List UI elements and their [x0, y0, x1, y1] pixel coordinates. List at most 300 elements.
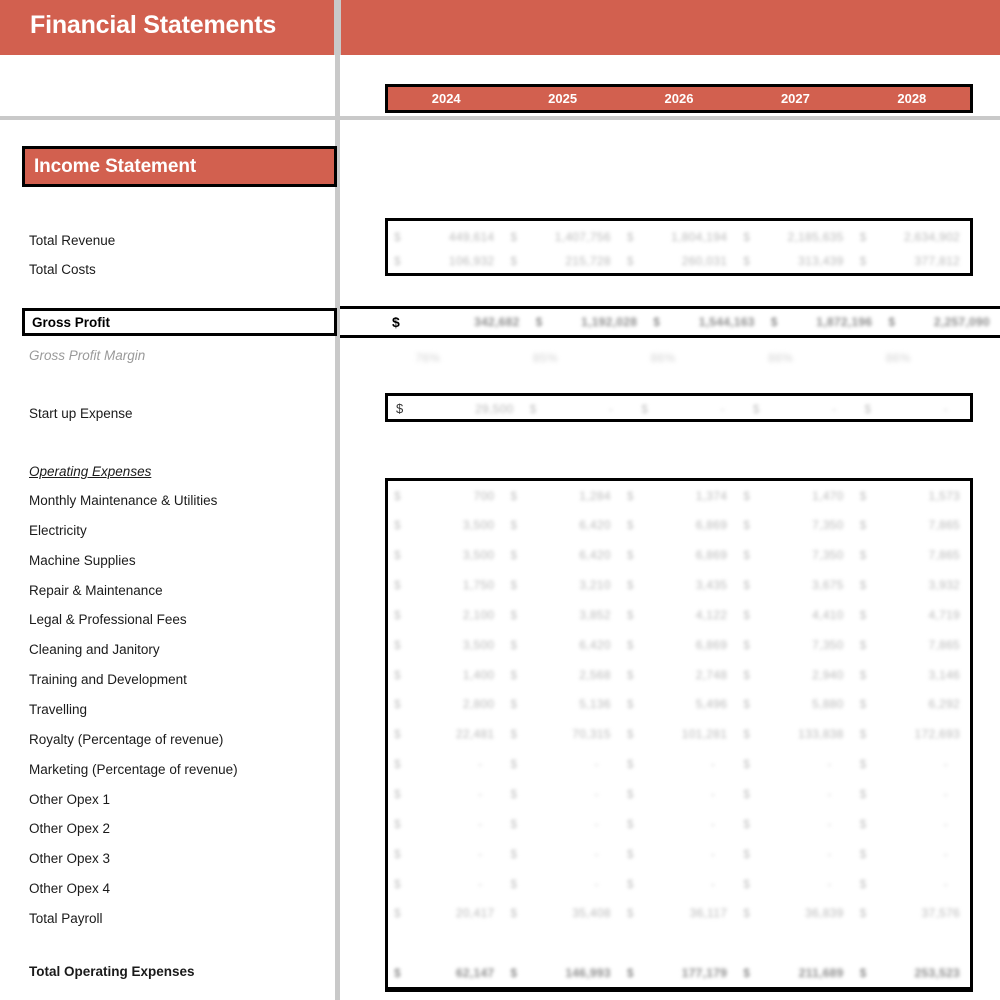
currency-symbol: $ [626, 787, 634, 801]
cell-other-opex-2-2028 [854, 813, 970, 834]
currency-symbol: $ [859, 488, 867, 503]
column-header-2028: 2028 [897, 91, 927, 106]
cell-other-opex-4-2028 [854, 873, 970, 894]
cell-other-opex-4-2025 [504, 873, 620, 894]
row-label-gross-profit: Gross Profit [32, 314, 111, 330]
cell-training-and-development-2024 [388, 664, 504, 685]
cell-value: 4,719 [928, 607, 961, 622]
cell-cleaning-and-janitory-2024 [388, 634, 504, 655]
currency-symbol: $ [859, 846, 867, 861]
cell-value: 4,122 [695, 607, 728, 622]
currency-symbol: $ [510, 637, 518, 652]
currency-symbol: $ [510, 787, 518, 801]
gross-profit-rule-bottom [340, 335, 1000, 338]
cell-gross-profit-2028: $ 2,257,090 [888, 315, 990, 329]
row-label-electricity: Electricity [29, 522, 87, 538]
cell-value: 1,750 [462, 578, 495, 593]
table-row-other-opex-3 [388, 843, 970, 864]
cell-electricity-2024 [388, 515, 504, 536]
cell-machine-supplies-2026 [621, 545, 737, 566]
cell-value: 2,748 [695, 667, 728, 682]
currency-symbol: $ [859, 578, 867, 593]
currency-symbol: $ [859, 637, 867, 652]
row-label-marketing-percentage-of-revenue: Marketing (Percentage of revenue) [29, 761, 238, 777]
cell-gross-profit-margin-2028: 86% [885, 351, 911, 365]
cell-value: - [710, 876, 716, 891]
currency-symbol: $ [510, 518, 518, 533]
currency-symbol: $ [743, 876, 750, 891]
cell-royalty-percentage-of-revenue-2025 [504, 724, 620, 745]
currency-symbol: $ [626, 518, 634, 533]
cell-total-payroll-2027 [737, 903, 853, 924]
row-label-other-opex-1: Other Opex 1 [29, 791, 111, 807]
table-row-repair-and-maintenance [388, 575, 970, 596]
row-label-cleaning-and-janitory: Cleaning and Janitory [29, 642, 160, 658]
cell-value: 3,435 [695, 578, 728, 593]
currency-symbol: $ [394, 787, 401, 801]
currency-symbol: $ [626, 697, 634, 712]
cell-machine-supplies-2028 [854, 545, 970, 566]
currency-symbol: $ [743, 488, 750, 503]
currency-symbol: $ [859, 727, 867, 742]
cell-training-and-development-2027 [737, 664, 853, 685]
currency-symbol: $ [510, 578, 518, 593]
cell-electricity-2027 [737, 515, 853, 536]
currency-symbol: $ [859, 787, 867, 801]
cell-value: 1,573 [928, 488, 961, 503]
cell-marketing-percentage-of-revenue-2025 [504, 754, 620, 775]
table-row-electricity [388, 515, 970, 536]
cell-total-operating-expenses-2028: $ 253,523 [859, 966, 961, 980]
cell-value: 7,865 [928, 518, 961, 533]
cell-value: 101,281 [681, 727, 728, 742]
currency-symbol: $ [626, 607, 634, 622]
currency-symbol: $ [394, 727, 401, 742]
cell-other-opex-2-2025 [504, 813, 620, 834]
cell-legal-and-professional-fees-2027 [737, 604, 853, 625]
cell-value: - [827, 816, 832, 831]
currency-symbol: $ [510, 607, 518, 622]
currency-symbol: $ [743, 607, 750, 622]
table-row-start-up-expense [412, 399, 970, 419]
cell-value: - [594, 846, 599, 861]
cell-value: - [478, 846, 483, 861]
cell-value: 1,470 [812, 488, 844, 503]
cell-value: 3,852 [579, 607, 611, 622]
cell-value: 5,136 [579, 697, 611, 712]
cell-value: - [594, 876, 599, 891]
currency-symbol: $ [510, 727, 518, 742]
cell-marketing-percentage-of-revenue-2024 [388, 754, 504, 775]
currency-symbol: $ [743, 697, 750, 712]
cell-total-operating-expenses-2026: $ 177,179 [626, 966, 728, 980]
table-row-total-operating-expenses [388, 962, 970, 984]
table-row-machine-supplies [388, 545, 970, 566]
cell-total-operating-expenses-2025: $ 146,993 [510, 966, 611, 980]
section-header-income-statement-label: Income Statement [34, 155, 197, 177]
cell-marketing-percentage-of-revenue-2026 [621, 754, 737, 775]
table-row-marketing-percentage-of-revenue [388, 754, 970, 775]
currency-symbol: $ [743, 816, 750, 831]
cell-training-and-development-2028 [854, 664, 970, 685]
cell-value: - [943, 787, 949, 801]
cell-repair-and-maintenance-2027 [737, 575, 853, 596]
cell-repair-and-maintenance-2028 [854, 575, 970, 596]
cell-start-up-expense-2026: $ - [641, 402, 725, 416]
cell-other-opex-2-2026 [621, 813, 737, 834]
cell-value: - [943, 757, 949, 772]
table-row-training-and-development [388, 664, 970, 685]
gross-profit-currency-symbol: $ [392, 314, 400, 330]
currency-symbol: $ [626, 488, 634, 503]
gross-profit-rule-top [340, 306, 1000, 309]
cell-repair-and-maintenance-2025 [504, 575, 620, 596]
cell-value: 5,880 [812, 697, 844, 712]
cell-value: - [943, 846, 949, 861]
cell-value: - [478, 757, 483, 772]
currency-symbol: $ [394, 667, 401, 682]
start-up-expense-value-box [385, 393, 973, 422]
currency-symbol: $ [743, 906, 750, 921]
currency-symbol: $ [510, 846, 518, 861]
cell-total-operating-expenses-2024: $ 62,147 [394, 966, 495, 980]
cell-value: - [594, 816, 599, 831]
currency-symbol: $ [394, 548, 401, 563]
column-header-2024: 2024 [431, 91, 461, 106]
cell-value: 36,839 [805, 906, 844, 921]
currency-symbol: $ [510, 667, 518, 682]
cell-cleaning-and-janitory-2026 [621, 634, 737, 655]
page-title: Financial Statements [30, 11, 277, 39]
cell-value: - [594, 787, 599, 801]
table-row-gross-profit [412, 311, 1000, 333]
cell-total-payroll-2028 [854, 903, 970, 924]
currency-symbol: $ [510, 876, 518, 891]
cell-total-revenue-2024: $ 449,614 [394, 230, 495, 244]
row-label-other-opex-4: Other Opex 4 [29, 881, 111, 897]
horizontal-gridline [0, 116, 1000, 120]
row-label-total-payroll: Total Payroll [29, 910, 103, 926]
table-row-total-costs [388, 249, 970, 273]
cell-travelling-2024 [388, 694, 504, 715]
cell-value: 20,417 [455, 906, 495, 921]
cell-other-opex-1-2027 [737, 784, 853, 805]
table-row-other-opex-4 [388, 873, 970, 894]
cell-value: 6,869 [695, 637, 728, 652]
cell-value: - [478, 876, 483, 891]
cell-value: - [710, 757, 716, 772]
cell-other-opex-3-2028 [854, 843, 970, 864]
column-header-2027: 2027 [780, 91, 810, 106]
table-row-total-revenue [388, 225, 970, 249]
currency-symbol: $ [626, 876, 634, 891]
cell-other-opex-2-2024 [388, 813, 504, 834]
cell-total-payroll-2024 [388, 903, 504, 924]
cell-cleaning-and-janitory-2025 [504, 634, 620, 655]
row-label-total-revenue: Total Revenue [29, 233, 116, 248]
cell-other-opex-3-2025 [504, 843, 620, 864]
cell-other-opex-1-2028 [854, 784, 970, 805]
cell-training-and-development-2025 [504, 664, 620, 685]
currency-symbol: $ [394, 876, 401, 891]
cell-total-revenue-2027: $ 2,185,635 [743, 230, 844, 244]
cell-value: 3,932 [928, 578, 961, 593]
cell-monthly-maintenance-and-utilities-2026 [621, 485, 737, 506]
currency-symbol: $ [626, 667, 634, 682]
row-label-gross-profit-box [22, 308, 337, 336]
cell-electricity-2028 [854, 515, 970, 536]
cell-value: - [710, 846, 716, 861]
row-label-machine-supplies: Machine Supplies [29, 552, 136, 568]
currency-symbol: $ [626, 578, 634, 593]
cell-value: 133,838 [798, 727, 844, 742]
cell-other-opex-1-2024 [388, 784, 504, 805]
currency-symbol: $ [743, 727, 750, 742]
table-row-other-opex-2 [388, 813, 970, 834]
table-row-total-payroll [388, 903, 970, 924]
currency-symbol: $ [510, 548, 518, 563]
currency-symbol: $ [626, 637, 634, 652]
cell-value: - [710, 816, 716, 831]
row-label-total-operating-expenses: Total Operating Expenses [29, 964, 195, 979]
cell-travelling-2027 [737, 694, 853, 715]
currency-symbol: $ [743, 637, 750, 652]
cell-value: 3,146 [928, 667, 961, 682]
cell-start-up-expense-2025: $ - [529, 402, 614, 416]
currency-symbol: $ [394, 757, 401, 772]
cell-value: - [827, 787, 832, 801]
cell-value: 36,117 [689, 906, 728, 921]
currency-symbol: $ [394, 637, 401, 652]
cell-value: - [594, 757, 599, 772]
cell-value: 6,420 [579, 637, 611, 652]
cell-total-costs-2024: $ 106,932 [394, 254, 495, 268]
cell-gross-profit-margin-2027: 86% [768, 351, 794, 365]
cell-value: 6,292 [928, 697, 961, 712]
cell-royalty-percentage-of-revenue-2026 [621, 724, 737, 745]
currency-symbol: $ [626, 846, 634, 861]
cell-value: - [478, 816, 483, 831]
cell-machine-supplies-2024 [388, 545, 504, 566]
cell-value: 7,350 [812, 518, 844, 533]
cell-monthly-maintenance-and-utilities-2024 [388, 485, 504, 506]
cell-value: 1,374 [695, 488, 728, 503]
cell-total-costs-2025: $ 215,728 [510, 254, 611, 268]
year-header-row [385, 84, 973, 113]
table-row-other-opex-1 [388, 784, 970, 805]
currency-symbol: $ [743, 578, 750, 593]
row-label-monthly-maintenance-and-utilities: Monthly Maintenance & Utilities [29, 493, 218, 508]
cell-training-and-development-2026 [621, 664, 737, 685]
cell-total-revenue-2025: $ 1,407,756 [510, 230, 611, 244]
table-row-travelling [388, 694, 970, 715]
cell-other-opex-4-2027 [737, 873, 853, 894]
cell-value: 5,496 [695, 697, 728, 712]
cell-value: 35,408 [572, 906, 611, 921]
cell-repair-and-maintenance-2026 [621, 575, 737, 596]
cell-value: 7,350 [812, 548, 844, 563]
currency-symbol: $ [510, 697, 518, 712]
cell-value: 6,869 [695, 518, 728, 533]
currency-symbol: $ [859, 816, 867, 831]
cell-gross-profit-margin-2026: 86% [650, 351, 676, 365]
cell-start-up-expense-2024: 29,500 [475, 402, 514, 416]
cell-other-opex-4-2026 [621, 873, 737, 894]
cell-cleaning-and-janitory-2027 [737, 634, 853, 655]
cell-total-costs-2027: $ 313,439 [743, 254, 844, 268]
cell-value: 6,420 [579, 548, 611, 563]
cell-monthly-maintenance-and-utilities-2027 [737, 485, 853, 506]
currency-symbol: $ [394, 607, 401, 622]
cell-machine-supplies-2025 [504, 545, 620, 566]
cell-value: 7,350 [812, 637, 844, 652]
cell-value: 3,500 [462, 548, 495, 563]
cell-value: - [827, 876, 832, 891]
row-label-gross-profit-margin: Gross Profit Margin [29, 348, 146, 363]
cell-value: 3,500 [462, 518, 495, 533]
cell-repair-and-maintenance-2024 [388, 575, 504, 596]
cell-legal-and-professional-fees-2024 [388, 604, 504, 625]
cell-electricity-2025 [504, 515, 620, 536]
currency-symbol: $ [626, 816, 634, 831]
section-header-operating-expenses: Operating Expenses [29, 464, 152, 479]
currency-symbol: $ [394, 906, 401, 921]
table-row-royalty-percentage-of-revenue [388, 724, 970, 745]
cell-marketing-percentage-of-revenue-2027 [737, 754, 853, 775]
cell-value: 1,400 [462, 667, 495, 682]
currency-symbol: $ [859, 757, 867, 772]
currency-symbol: $ [626, 757, 634, 772]
cell-value: 172,693 [914, 727, 961, 742]
cell-electricity-2026 [621, 515, 737, 536]
currency-symbol: $ [743, 548, 750, 563]
cell-gross-profit-margin-2024: 76% [415, 351, 441, 365]
cell-gross-profit-2027: $ 1,872,196 [770, 315, 873, 329]
start-up-expense-currency-symbol: $ [396, 401, 404, 416]
cell-value: 22,481 [455, 727, 495, 742]
cell-value: - [943, 876, 949, 891]
currency-symbol: $ [743, 846, 750, 861]
cell-royalty-percentage-of-revenue-2028 [854, 724, 970, 745]
cell-value: 6,420 [579, 518, 611, 533]
cell-gross-profit-2024: 342,682 [474, 315, 520, 329]
currency-symbol: $ [859, 518, 867, 533]
currency-symbol: $ [510, 816, 518, 831]
currency-symbol: $ [394, 518, 401, 533]
cell-royalty-percentage-of-revenue-2027 [737, 724, 853, 745]
cell-other-opex-3-2026 [621, 843, 737, 864]
currency-symbol: $ [859, 697, 867, 712]
cell-value: 37,576 [921, 906, 961, 921]
cell-start-up-expense-2027: $ - [752, 402, 837, 416]
cell-total-payroll-2025 [504, 903, 620, 924]
cell-value: 7,865 [928, 548, 961, 563]
cell-value: 70,315 [572, 727, 611, 742]
cell-travelling-2026 [621, 694, 737, 715]
cell-total-costs-2026: $ 260,031 [626, 254, 728, 268]
cell-other-opex-4-2024 [388, 873, 504, 894]
currency-symbol: $ [626, 906, 634, 921]
currency-symbol: $ [859, 667, 867, 682]
cell-monthly-maintenance-and-utilities-2028 [854, 485, 970, 506]
cell-value: - [827, 846, 832, 861]
currency-symbol: $ [510, 757, 518, 772]
currency-symbol: $ [859, 876, 867, 891]
table-row-cleaning-and-janitory [388, 634, 970, 655]
row-label-total-costs: Total Costs [29, 262, 96, 277]
cell-other-opex-2-2027 [737, 813, 853, 834]
cell-gross-profit-2025: $ 1,192,028 [535, 315, 638, 329]
row-label-other-opex-2: Other Opex 2 [29, 821, 111, 837]
row-label-training-and-development: Training and Development [29, 672, 187, 688]
currency-symbol: $ [859, 607, 867, 622]
cell-total-operating-expenses-2027: $ 211,689 [743, 966, 844, 980]
currency-symbol: $ [394, 816, 401, 831]
cell-total-revenue-2028: $ 2,634,902 [859, 230, 961, 244]
row-label-start-up-expense: Start up Expense [29, 406, 133, 421]
cell-value: - [943, 816, 949, 831]
cell-marketing-percentage-of-revenue-2028 [854, 754, 970, 775]
cell-value: 3,210 [579, 578, 611, 593]
cell-start-up-expense-2028: $ - [864, 402, 948, 416]
cell-value: 7,865 [928, 637, 961, 652]
currency-symbol: $ [394, 488, 401, 503]
cell-travelling-2025 [504, 694, 620, 715]
cell-value: 2,940 [812, 667, 844, 682]
revenue-costs-value-box [385, 218, 973, 276]
currency-symbol: $ [743, 787, 750, 801]
cell-gross-profit-2026: $ 1,544,163 [653, 315, 755, 329]
currency-symbol: $ [626, 727, 634, 742]
cell-legal-and-professional-fees-2026 [621, 604, 737, 625]
table-row-gross-profit-margin [385, 348, 973, 368]
row-label-royalty-percentage-of-revenue: Royalty (Percentage of revenue) [29, 731, 224, 747]
currency-symbol: $ [743, 667, 750, 682]
currency-symbol: $ [394, 578, 401, 593]
cell-royalty-percentage-of-revenue-2024 [388, 724, 504, 745]
cell-cleaning-and-janitory-2028 [854, 634, 970, 655]
cell-value: 2,800 [462, 697, 495, 712]
currency-symbol: $ [743, 757, 750, 772]
cell-other-opex-3-2027 [737, 843, 853, 864]
cell-value: 700 [473, 488, 495, 503]
cell-other-opex-1-2026 [621, 784, 737, 805]
cell-value: 2,100 [462, 607, 495, 622]
cell-value: - [478, 787, 483, 801]
total-operating-expenses-rule [385, 988, 973, 992]
cell-travelling-2028 [854, 694, 970, 715]
cell-value: 4,410 [812, 607, 844, 622]
currency-symbol: $ [394, 697, 401, 712]
table-row-monthly-maintenance-and-utilities [388, 485, 970, 506]
column-header-2025: 2025 [548, 91, 578, 106]
cell-total-costs-2028: $ 377,812 [859, 254, 961, 268]
currency-symbol: $ [510, 488, 518, 503]
cell-other-opex-1-2025 [504, 784, 620, 805]
cell-value: - [827, 757, 832, 772]
currency-symbol: $ [743, 518, 750, 533]
currency-symbol: $ [626, 548, 634, 563]
cell-gross-profit-margin-2025: 85% [532, 351, 558, 365]
section-header-income-statement [22, 146, 337, 187]
cell-total-revenue-2026: $ 1,804,194 [626, 230, 728, 244]
cell-other-opex-3-2024 [388, 843, 504, 864]
cell-legal-and-professional-fees-2028 [854, 604, 970, 625]
row-label-repair-and-maintenance: Repair & Maintenance [29, 582, 163, 598]
cell-total-payroll-2026 [621, 903, 737, 924]
column-header-2026: 2026 [664, 91, 694, 106]
cell-value: 6,869 [695, 548, 728, 563]
